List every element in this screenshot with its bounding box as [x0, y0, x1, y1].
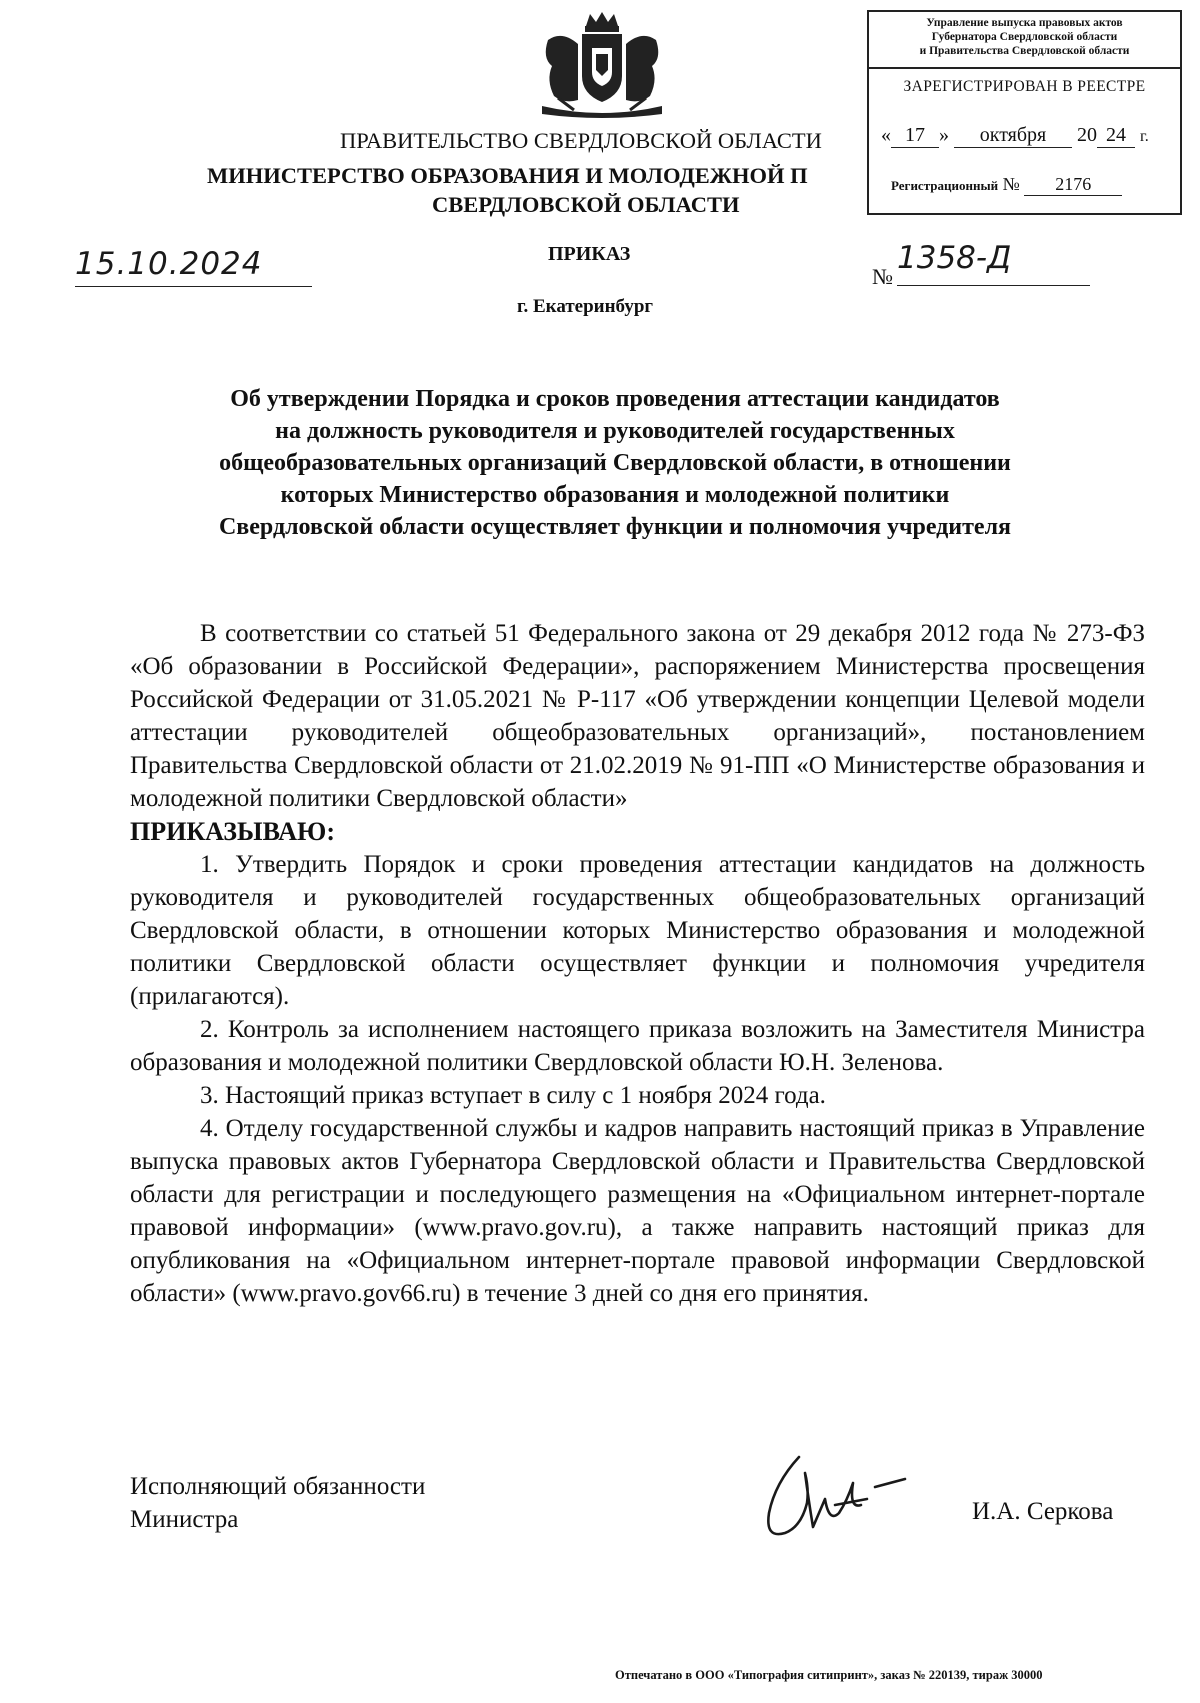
title-line: на должность руководителя и руководителей государственных [275, 418, 955, 444]
stamp-reg-sign: № [1002, 174, 1020, 194]
stamp-year-prefix: 20 [1077, 124, 1097, 146]
stamp-year-unit: г. [1140, 128, 1149, 145]
stamp-reg-label: Регистрационный [891, 178, 999, 193]
handwritten-date: 15.10.2024 [75, 246, 312, 287]
position-line: Исполняющий обязанности [130, 1473, 426, 1500]
document-title [130, 383, 1100, 543]
coat-of-arms-emblem [528, 10, 676, 122]
stamp-year-suffix: 24 [1097, 124, 1135, 148]
stamp-day: 17 [891, 124, 939, 148]
stamp-date-quote-open: « [881, 124, 891, 146]
signatory-position [130, 1470, 425, 1536]
stamp-date-quote-close: » [939, 124, 949, 146]
order-item-2: 2. Контроль за исполнением настоящего приказа возложить на Заместителя Министра образования и молодежной политики Свердловской области Ю.Н. Зеленова. [130, 1016, 1145, 1076]
document-type: ПРИКАЗ [548, 243, 631, 265]
stamp-registered-label: ЗАРЕГИСТРИРОВАН В РЕЕСТРЕ [903, 78, 1146, 95]
stamp-date [881, 124, 1149, 148]
title-line: Свердловской области осуществляет функции и полномочия учредителя [218, 514, 1012, 540]
stamp-org-line: Губернатора Свердловской области [931, 31, 1118, 43]
position-line: Министра [130, 1506, 239, 1533]
signatory-name: И.А. Серкова [972, 1498, 1114, 1525]
stamp-reg-number: 2176 [1024, 174, 1122, 196]
printing-info: Отпечатано в ООО «Типография ситипринт», заказ № 220139, тираж 30000 [615, 1668, 1043, 1682]
title-line: которых Министерство образования и молодежной политики [280, 482, 950, 508]
handwritten-signature [755, 1443, 915, 1553]
title-line: общеобразовательных организаций Свердловской области, в отношении [219, 450, 1011, 476]
stamp-divider [869, 67, 1180, 69]
stamp-org-line: Управление выпуска правовых актов [926, 17, 1123, 29]
stamp-org-line: и Правительства Свердловской области [919, 45, 1130, 57]
registration-stamp [867, 10, 1182, 215]
order-item-3: 3. Настоящий приказ вступает в силу с 1 ноября 2024 года. [200, 1082, 826, 1109]
preamble-paragraph: В соответствии со статьей 51 Федерального закона от 29 декабря 2012 года № 273-ФЗ «Об образовании в Российской Федерации», распоряжением Министерства просвещения Российской Федерации от 31.05.2021 № Р-117 «Об утверждении концепции Целевой модели аттестации руководителей общеобразовательных организаций», постановлением Правительства Свердловской области от 21.02.2019 № 91-ПП «О Министерстве образования и молодежной политики Свердловской области» [130, 620, 1145, 812]
title-line: Об утверждении Порядка и сроков проведения аттестации кандидатов [230, 386, 1000, 412]
ministry-name-line2: СВЕРДЛОВСКОЙ ОБЛАСТИ [432, 192, 740, 217]
order-word: ПРИКАЗЫВАЮ: [130, 817, 335, 846]
document-body [130, 617, 1145, 1310]
number-sign: № [872, 264, 893, 289]
city: г. Екатеринбург [517, 296, 654, 317]
ministry-name-line1: МИНИСТЕРСТВО ОБРАЗОВАНИЯ И МОЛОДЕЖНОЙ П [207, 163, 808, 188]
order-item-1: 1. Утвердить Порядок и сроки проведения аттестации кандидатов на должность руководителя и руководителей государственных общеобразовательных организаций Свердловской области, в отношении которых Министерство образования и молодежной политики Свердловской области осуществляет функции и полномочия учредителя (прилагаются). [130, 851, 1145, 1010]
stamp-month: октября [954, 124, 1072, 148]
order-item-4: 4. Отделу государственной службы и кадров направить настоящий приказ в Управление выпуска правовых актов Губернатора Свердловской области и Правительства Свердловской области для регистрации и последующего размещения на «Официальном интернет-портале правовой информации» (www.pravo.gov.ru), а также направить настоящий приказ для опубликования на «Официальном интернет-портале правовой информации Свердловской области» (www.pravo.gov66.ru) в течение 3 дней со дня его принятия. [130, 1115, 1145, 1307]
government-name: ПРАВИТЕЛЬСТВО СВЕРДЛОВСКОЙ ОБЛАСТИ [340, 128, 822, 153]
stamp-registration-number [891, 174, 1122, 196]
stamp-organization [869, 16, 1180, 58]
handwritten-number: 1358-Д [897, 240, 1090, 286]
